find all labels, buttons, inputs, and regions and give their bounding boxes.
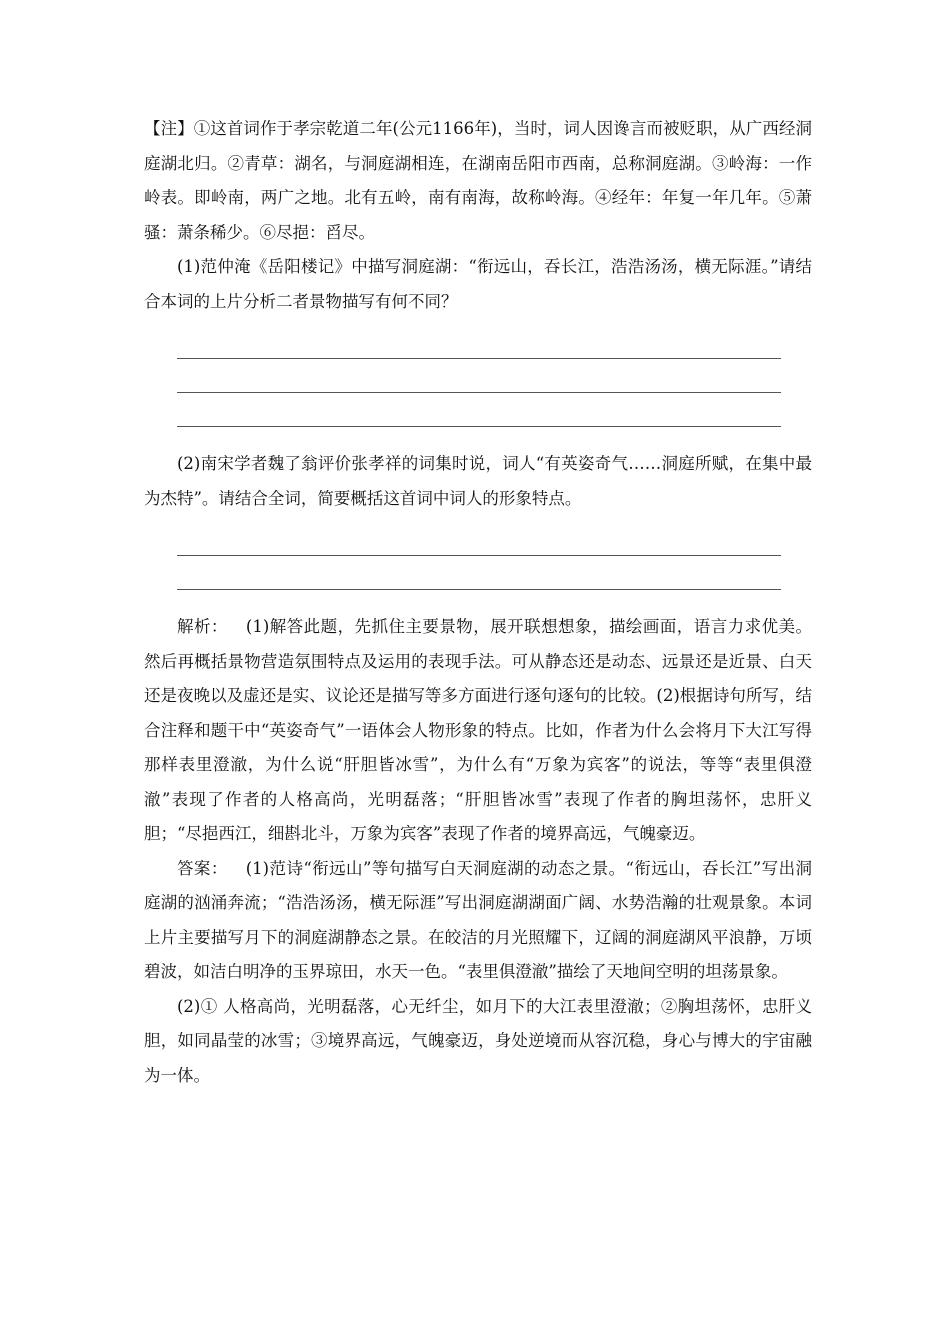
answer-lines-question-2: [177, 522, 812, 590]
answer-line: [177, 359, 781, 393]
note-paragraph: 【注】①这首词作于孝宗乾道二年(公元1166年)，当时，词人因谗言而被贬职，从广西经洞庭湖北归。②青草：湖名，与洞庭湖相连，在湖南岳阳市西南，总称洞庭湖。③岭海：一作岭表。即岭南，两广之地。北有五岭，南有南海，故称岭海。④经年：年复一年几年。⑤萧骚：萧条稀少。⑥尽挹：舀尽。: [144, 119, 812, 242]
answer-line: [177, 393, 781, 427]
answer-paragraph-1: [144, 852, 812, 990]
document-page: [144, 112, 812, 1093]
answer-label: 答案：: [177, 858, 228, 878]
answer-lines-question-1: [177, 325, 812, 427]
answer-line: [177, 522, 781, 556]
answer-paragraph-2: (2)① 人格高尚，光明磊落，心无纤尘，如月下的大江表里澄澈；②胸坦荡怀，忠肝义胆，如同晶莹的冰雪；③境界高远，气魄豪迈，身处逆境而从容沉稳，身心与博大的宇宙融为一体。: [144, 996, 812, 1085]
answer-line: [177, 556, 781, 590]
question-1: (1)范仲淹《岳阳楼记》中描写洞庭湖：“衔远山，吞长江，浩浩汤汤，横无际涯。”请结合本词的上片分析二者景物描写有何不同？: [144, 257, 812, 311]
answer-line: [177, 325, 781, 359]
answer-text-part-1: (1)范诗“衔远山”等句描写白天洞庭湖的动态之景。“衔远山，吞长江”写出洞庭湖的汹涌奔流；“浩浩汤汤，横无际涯”写出洞庭湖湖面广阔、水势浩瀚的壮观景象。本词上片主要描写月下的洞庭湖静态之景。在皎洁的月光照耀下，辽阔的洞庭湖风平浪静，万顷碧波，如洁白明净的玉界琼田，水天一色。“表里俱澄澈”描绘了天地间空明的坦荡景象。: [144, 858, 812, 981]
question-2: (2)南宋学者魏了翁评价张孝祥的词集时说，词人“有英姿奇气……洞庭所赋，在集中最为杰特”。请结合全词，简要概括这首词中词人的形象特点。: [144, 454, 812, 508]
analysis-label: 解析：: [177, 617, 228, 636]
analysis-paragraph: [144, 610, 812, 852]
analysis-text: (1)解答此题，先抓住主要景物，展开联想想象，描绘画面，语言力求优美。然后再概括景物营造氛围特点及运用的表现手法。可从静态还是动态、远景还是近景、白天还是夜晚以及虚还是实、议论还是描写等多方面进行逐句逐句的比较。(2)根据诗句所写，结合注释和题干中“英姿奇气”一语体会人物形象的特点。比如，作者为什么会将月下大江写得那样表里澄澈，为什么说“肝胆皆冰雪”，为什么有“万象为宾客”的说法，等等“表里俱澄澈”表现了作者的人格高尚，光明磊落；“肝胆皆冰雪”表现了作者的胸坦荡怀，忠肝义胆；“尽挹西江，细斟北斗，万象为宾客”表现了作者的境界高远，气魄豪迈。: [144, 617, 813, 843]
